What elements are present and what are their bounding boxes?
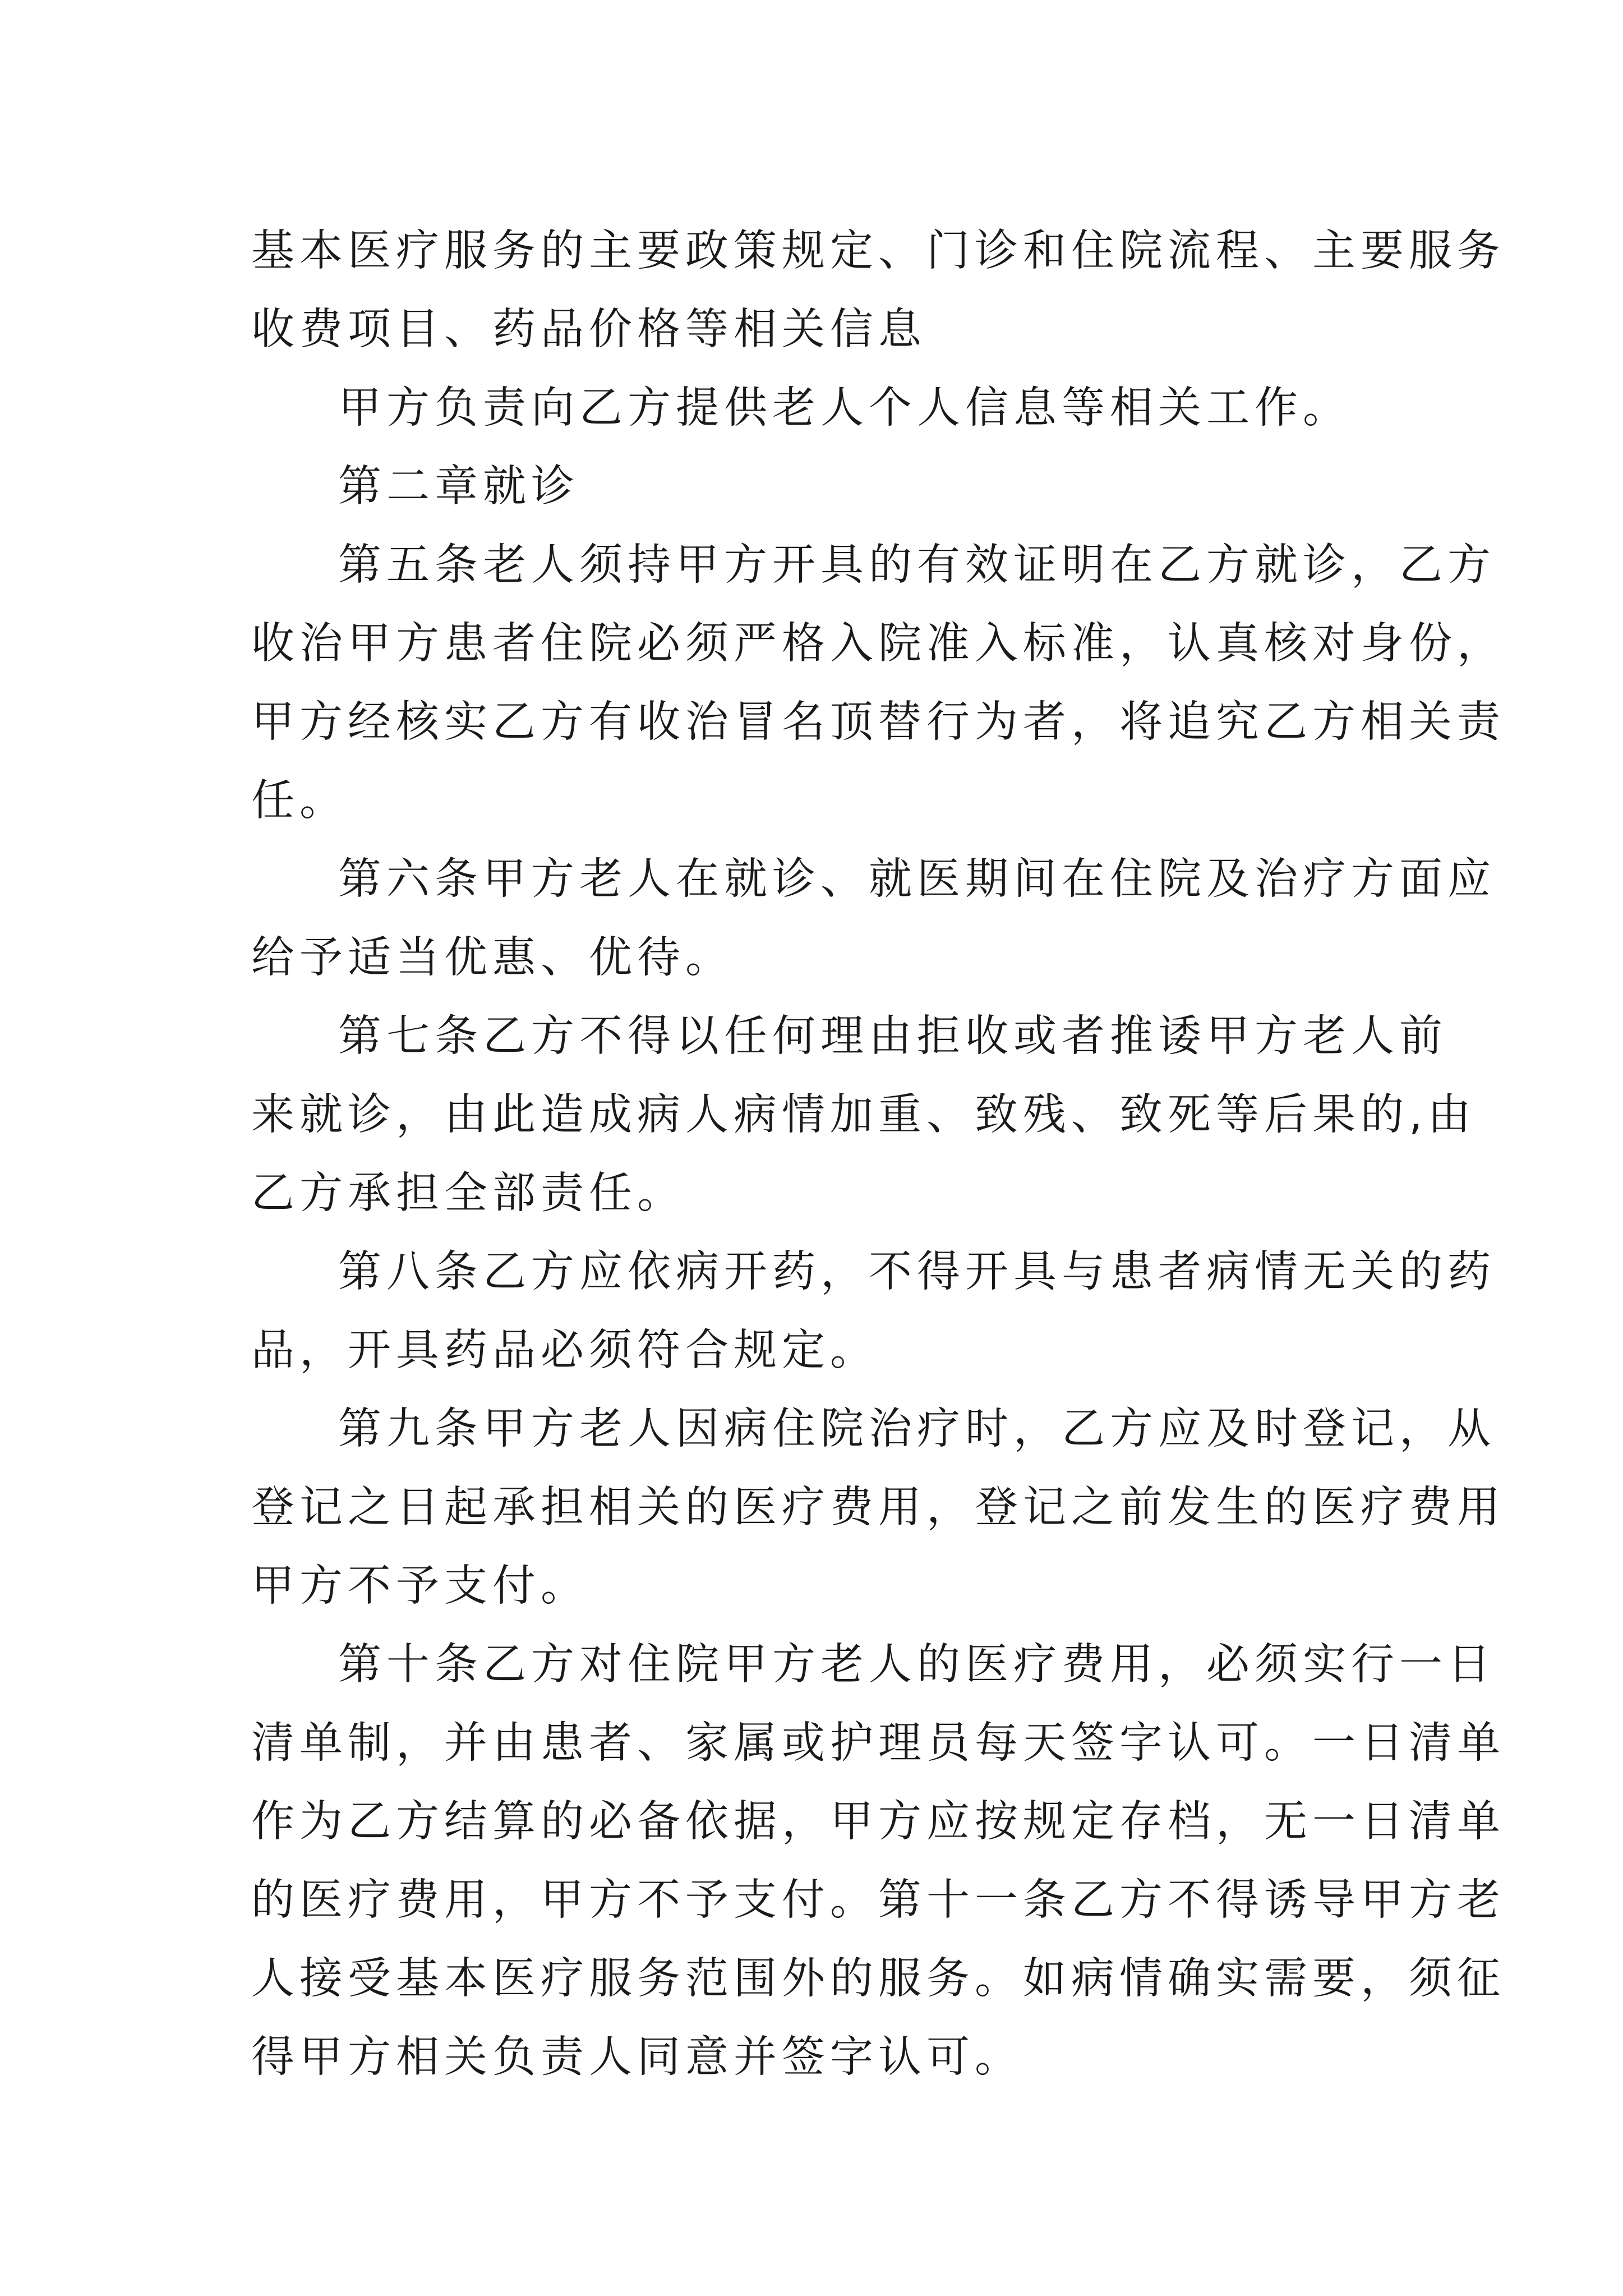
text-line: 作为乙方结算的必备依据，甲方应按规定存档，无一日清单 [251,1797,1505,1847]
text-line: 第八条乙方应依病开药，不得开具与患者病情无关的药 [338,1247,1496,1297]
text-line: 的医疗费用，甲方不予支付。第十一条乙方不得诱导甲方老 [251,1875,1505,1925]
text-line: 任。 [251,776,348,826]
text-line: 给予适当优惠、优待。 [251,933,734,983]
chapter-heading [251,448,1395,526]
text-line: 基本医疗服务的主要政策规定、门诊和住院流程、主要服务 [251,226,1505,276]
text-line: 乙方承担全部责任。 [251,1168,685,1218]
text-line: 收治甲方患者住院必须严格入院准入标准，认真核对身份， [251,619,1505,669]
article-9 [251,1390,1505,1626]
text-line: 甲方不予支付。 [251,1561,589,1611]
text-line: 得甲方相关负责人同意并签字认可。 [251,2032,1023,2082]
text-line: 甲方经核实乙方有收治冒名顶替行为者，将追究乙方相关责 [251,697,1505,747]
text-line: 品，开具药品必须符合规定。 [251,1326,878,1375]
chapter-title: 第二章就诊 [338,462,579,512]
article-7 [251,997,1476,1233]
text-line: 来就诊，由此造成病人病情加重、致残、致死等后果的,由 [251,1090,1476,1140]
text-line: 甲方负责向乙方提供老人个人信息等相关工作。 [338,383,1351,433]
article-8 [251,1233,1496,1390]
article-6 [251,840,1496,997]
text-line: 人接受基本医疗服务范围外的服务。如病情确实需要，须征 [251,1954,1505,2004]
text-line: 第六条甲方老人在就诊、就医期间在住院及治疗方面应 [338,854,1496,904]
paragraph-info-duty [251,369,1395,448]
text-line: 第五条老人须持甲方开具的有效证明在乙方就诊，乙方 [338,540,1496,590]
text-line: 第七条乙方不得以任何理由拒收或者推诿甲方老人前 [338,1011,1447,1061]
document-body [251,212,1505,2097]
paragraph-intro [251,212,1505,369]
article-10 [251,1626,1505,2097]
text-line: 清单制，并由患者、家属或护理员每天签字认可。一日清单 [251,1718,1505,1768]
text-line: 第九条甲方老人因病住院治疗时，乙方应及时登记，从 [338,1404,1496,1454]
text-line: 收费项目、药品价格等相关信息 [251,305,926,355]
text-line: 第十条乙方对住院甲方老人的医疗费用，必须实行一日 [338,1640,1496,1690]
article-5 [251,526,1505,840]
text-line: 登记之日起承担相关的医疗费用，登记之前发生的医疗费用 [251,1483,1505,1533]
